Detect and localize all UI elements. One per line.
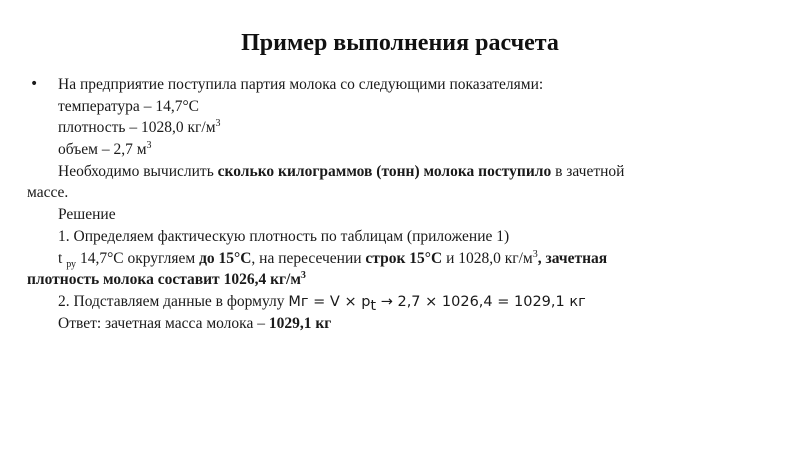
- step2-text: 2. Подставляем данные в формулу: [58, 292, 289, 310]
- intro-line: [0, 74, 800, 96]
- task-continuation-line: [0, 182, 800, 204]
- step1-result-line: [0, 269, 800, 291]
- task-text-start: Необходимо вычислить: [58, 162, 218, 180]
- volume-line: [0, 139, 800, 161]
- step1-detail-subscript: ру: [66, 258, 77, 270]
- temperature-line: [0, 96, 800, 118]
- task-text-end: в зачетной: [551, 162, 625, 180]
- step2-formula-result: → 2,7 × 1026,4 = 1029,1 кг: [376, 293, 586, 310]
- step2-formula: Мг = V × p: [288, 293, 371, 310]
- task-continuation-text: массе.: [27, 184, 69, 202]
- temperature-text: температура – 14,7°С: [58, 97, 199, 115]
- answer-value: 1029,1 кг: [268, 314, 332, 332]
- step1-detail-final: , зачетная: [537, 249, 608, 267]
- step1-result-superscript: 3: [300, 270, 306, 282]
- step1-text: 1. Определяем фактическую плотность по таблицам (приложение 1): [58, 227, 510, 245]
- step1-detail-line: [0, 248, 800, 270]
- intro-text: На предприятие поступила партия молока со следующими показателями:: [58, 76, 544, 93]
- task-line: [0, 161, 800, 183]
- step1-detail-superscript: 3: [532, 248, 538, 260]
- step1-detail-rounded-value: до 15°С: [199, 249, 252, 267]
- answer-line: [0, 313, 800, 335]
- density-superscript: 3: [215, 118, 221, 130]
- step1-result-text: плотность молока составит: [27, 271, 224, 289]
- step2-formula-subscript: t: [370, 297, 377, 314]
- step1-detail-intersection: , на пересечении: [251, 249, 366, 267]
- slide-body: [0, 74, 800, 334]
- step1-detail-row: строк 15°С: [365, 249, 443, 267]
- step2-line: [0, 291, 800, 313]
- step1-result-value: 1026,4 кг/м: [223, 271, 301, 289]
- solution-heading-line: [0, 204, 800, 226]
- solution-heading: Решение: [58, 206, 116, 224]
- step1-detail-t: t: [58, 249, 67, 267]
- slide-title: Пример выполнения расчета: [241, 30, 559, 56]
- bullet-icon: •: [30, 76, 39, 92]
- step1-detail-density: и 1028,0 кг/м: [442, 249, 533, 267]
- task-text-bold: сколько килограммов (тонн) молока поступило: [217, 162, 552, 180]
- density-text: плотность – 1028,0 кг/м: [58, 119, 216, 137]
- volume-superscript: 3: [146, 139, 152, 151]
- step1-detail-rounding: 14,7°С округляем: [76, 249, 200, 267]
- answer-text: Ответ: зачетная масса молока –: [58, 314, 269, 332]
- density-line: [0, 117, 800, 139]
- volume-text: объем – 2,7 м: [58, 141, 147, 159]
- step1-line: [0, 226, 800, 248]
